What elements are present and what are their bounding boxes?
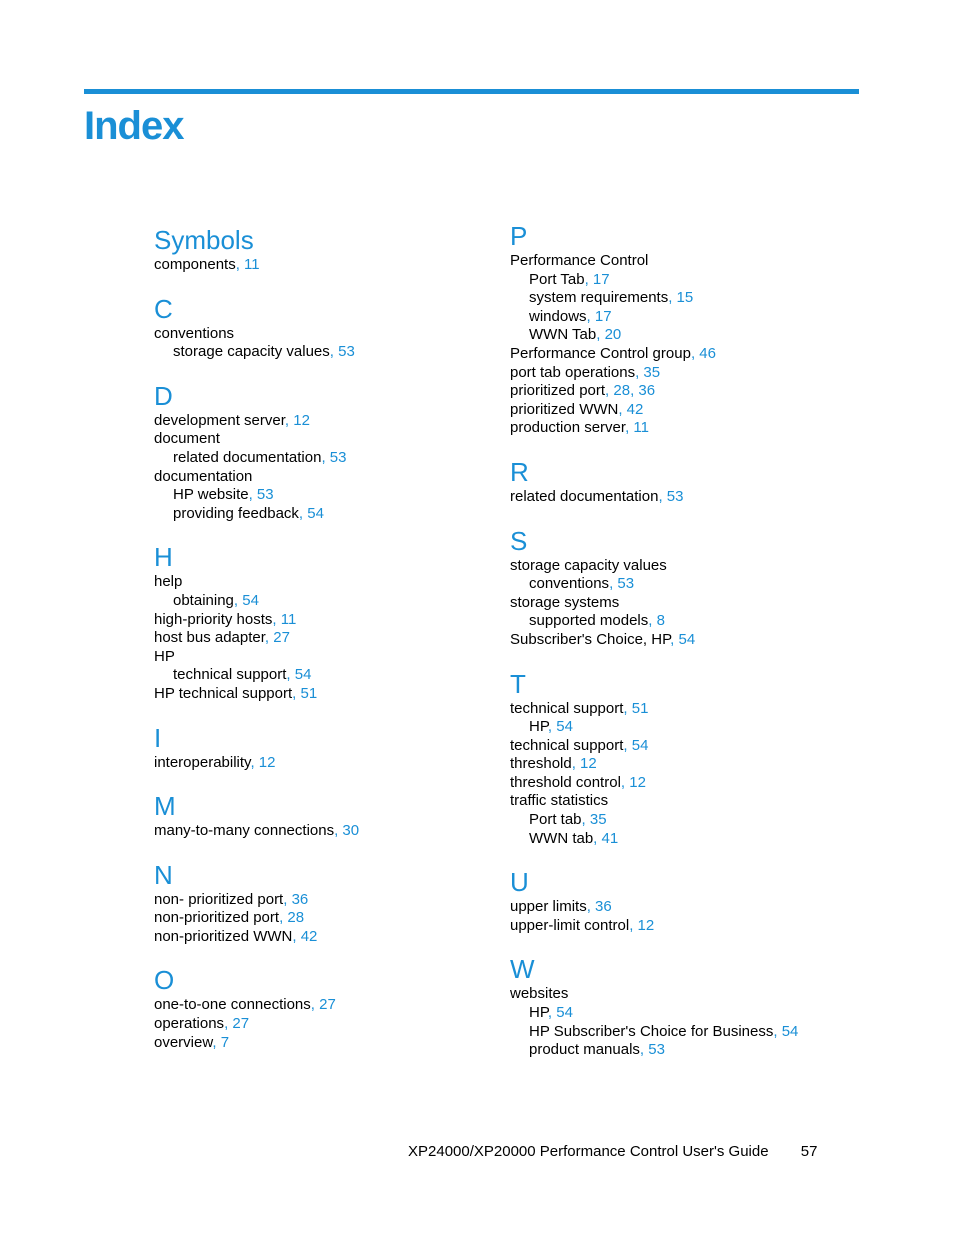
page-title: Index <box>84 104 184 148</box>
page-reference-link[interactable]: , 17 <box>586 307 612 325</box>
index-entry <box>510 774 840 793</box>
index-term: HP <box>529 1004 548 1022</box>
page-reference-link[interactable]: , 54 <box>233 591 259 609</box>
section-letter: Symbols <box>154 225 254 255</box>
page-reference-link[interactable]: , 53 <box>658 487 684 505</box>
index-subentry <box>510 830 840 849</box>
index-section <box>510 456 840 507</box>
index-entry <box>154 629 484 648</box>
page-reference-link[interactable]: , 54 <box>286 666 312 684</box>
section-letter: T <box>510 668 526 699</box>
index-subentry <box>510 1041 840 1060</box>
index-entry <box>154 573 484 592</box>
page-reference-link[interactable]: , 11 <box>625 419 649 437</box>
index-subentry <box>510 289 840 308</box>
index-subentry <box>154 486 484 505</box>
section-letter: W <box>510 954 535 985</box>
index-term: HP technical support <box>154 684 293 702</box>
index-term: HP Subscriber's Choice for Business <box>529 1022 774 1040</box>
index-term: providing feedback <box>173 504 299 522</box>
index-entry <box>510 252 840 271</box>
index-section <box>510 668 840 849</box>
page-reference-link[interactable]: , 53 <box>248 486 274 504</box>
section-letter: S <box>510 525 528 556</box>
page-reference-link[interactable]: , 30 <box>334 822 360 840</box>
page-reference-link[interactable]: , 53 <box>609 575 635 593</box>
index-column-right <box>510 220 840 1060</box>
index-entry <box>154 325 484 344</box>
index-subentry <box>510 308 840 327</box>
page-reference-link[interactable]: , 54 <box>623 736 649 754</box>
index-term: port tab operations <box>510 363 636 381</box>
index-subentry <box>510 575 840 594</box>
index-section <box>510 525 840 650</box>
index-term: windows <box>529 307 587 325</box>
index-entry <box>154 412 484 431</box>
index-entry <box>510 345 840 364</box>
index-subentry <box>510 718 840 737</box>
index-subentry <box>510 612 840 631</box>
index-entry <box>154 822 484 841</box>
index-term: documentation <box>154 467 253 485</box>
index-term: system requirements <box>529 289 669 307</box>
index-subentry <box>154 505 484 524</box>
index-term: high-priority hosts <box>154 610 273 628</box>
footer-guide-title: XP24000/XP20000 Performance Control User's Guide <box>408 1143 769 1160</box>
section-letter: D <box>154 380 173 411</box>
index-term: threshold <box>510 755 572 773</box>
index-term: traffic statistics <box>510 792 609 810</box>
index-entry <box>154 996 484 1015</box>
page-reference-link[interactable]: , 11 <box>272 610 297 628</box>
page-reference-link[interactable]: , 36 <box>586 898 612 916</box>
index-term: components <box>154 256 236 273</box>
index-entry <box>510 364 840 383</box>
page-reference-link[interactable]: , 54 <box>298 504 324 522</box>
index-term: prioritized port <box>510 382 606 400</box>
index-term: upper limits <box>510 898 587 916</box>
index-term: many-to-many connections <box>154 822 335 840</box>
index-section <box>510 866 840 935</box>
page-reference-link[interactable]: , 51 <box>623 699 649 717</box>
index-entry <box>154 1015 484 1034</box>
index-entry <box>510 755 840 774</box>
page-reference-link[interactable]: , 28, 36 <box>605 382 656 400</box>
index-section <box>154 964 484 1052</box>
page-reference-link[interactable]: , 46 <box>690 344 716 362</box>
page-reference-link[interactable]: , 53 <box>329 343 355 361</box>
page-reference-link[interactable]: , 41 <box>593 829 619 847</box>
section-letter: R <box>510 456 529 487</box>
page-reference-link[interactable]: , 42 <box>292 927 318 945</box>
page-reference-link[interactable]: , 7 <box>212 1033 230 1051</box>
page-footer <box>408 1142 817 1162</box>
index-term: related documentation <box>510 487 659 505</box>
index-entry <box>510 985 840 1004</box>
index-entry <box>510 401 840 420</box>
index-term: threshold control <box>510 773 621 791</box>
index-term: non-prioritized WWN <box>154 927 293 945</box>
page-reference-link[interactable]: , 28 <box>279 909 305 927</box>
index-entry <box>510 557 840 576</box>
page-reference-link[interactable]: , 12 <box>629 916 655 934</box>
index-term: technical support <box>510 699 624 717</box>
index-term: HP <box>529 718 548 736</box>
index-term: host bus adapter <box>154 629 265 647</box>
index-term: operations <box>154 1015 225 1033</box>
index-term: prioritized WWN <box>510 400 619 418</box>
page-reference-link[interactable]: , 27 <box>310 996 336 1014</box>
page-reference-link[interactable]: , 35 <box>635 363 661 381</box>
index-section <box>510 953 840 1059</box>
page-reference-link[interactable]: , 17 <box>584 270 610 288</box>
index-term: HP website <box>173 486 249 504</box>
index-term: product manuals <box>529 1041 640 1059</box>
index-column-left <box>154 224 484 1052</box>
page-reference-link[interactable]: , 8 <box>648 612 665 630</box>
index-term: conventions <box>529 575 610 593</box>
index-term: WWN tab <box>529 829 594 847</box>
index-section <box>154 224 484 275</box>
index-term: storage capacity values <box>510 556 667 574</box>
index-entry <box>154 1034 484 1053</box>
page-reference-link[interactable]: , 27 <box>224 1015 250 1033</box>
index-term: non- prioritized port <box>154 890 284 908</box>
index-section <box>154 722 484 773</box>
index-section <box>154 293 484 362</box>
index-term: HP <box>154 647 175 665</box>
index-section <box>154 859 484 947</box>
page-reference-link[interactable]: , 54 <box>547 718 573 736</box>
section-letter: N <box>154 859 173 890</box>
index-entry <box>510 419 840 438</box>
index-entry <box>154 648 484 667</box>
index-entry <box>154 430 484 449</box>
page-reference-link[interactable]: , 54 <box>547 1004 573 1022</box>
index-term: storage capacity values <box>173 343 330 361</box>
index-term: WWN Tab <box>529 326 597 344</box>
page-reference-link[interactable]: , 36 <box>283 890 309 908</box>
index-entry <box>510 737 840 756</box>
index-term: websites <box>510 985 569 1003</box>
page-reference-link[interactable]: , 12 <box>250 753 276 771</box>
index-subentry <box>154 449 484 468</box>
index-term: one-to-one connections <box>154 996 311 1014</box>
index-subentry <box>510 271 840 290</box>
index-term: supported models <box>529 612 649 630</box>
section-letter: P <box>510 221 528 251</box>
header-rule <box>84 89 859 94</box>
index-term: help <box>154 573 183 591</box>
index-term: upper-limit control <box>510 916 630 934</box>
index-subentry <box>154 592 484 611</box>
index-entry <box>510 700 840 719</box>
index-term: related documentation <box>173 448 322 466</box>
page-reference-link[interactable]: , 35 <box>581 811 607 829</box>
page-reference-link[interactable]: , 53 <box>639 1041 665 1059</box>
index-term: overview <box>154 1033 213 1051</box>
index-subentry <box>154 666 484 685</box>
index-term: storage systems <box>510 593 620 611</box>
section-letter: H <box>154 542 173 573</box>
index-term: Performance Control group <box>510 344 691 362</box>
index-subentry <box>510 1023 840 1042</box>
index-term: Port tab <box>529 811 582 829</box>
section-letter: U <box>510 867 529 898</box>
section-letter: M <box>154 791 176 822</box>
page-reference-link[interactable]: , 53 <box>321 448 347 466</box>
index-entry <box>510 631 840 650</box>
index-subentry <box>510 1004 840 1023</box>
page-reference-link[interactable]: , 27 <box>264 629 290 647</box>
index-entry <box>510 382 840 401</box>
index-section <box>154 541 484 703</box>
index-entry <box>510 488 840 507</box>
page-reference-link[interactable]: , 54 <box>773 1022 799 1040</box>
index-term: production server <box>510 419 626 437</box>
index-term: technical support <box>510 736 624 754</box>
index-entry <box>154 754 484 773</box>
page-reference-link[interactable]: , 54 <box>670 630 696 648</box>
index-entry <box>154 256 484 275</box>
section-letter: C <box>154 293 173 324</box>
section-letter: I <box>154 722 162 753</box>
page-reference-link[interactable]: , 12 <box>620 773 646 791</box>
index-entry <box>510 917 840 936</box>
index-term: development server <box>154 411 285 429</box>
index-term: Port Tab <box>529 270 585 288</box>
index-term: Subscriber's Choice, HP <box>510 630 671 648</box>
index-term: Performance Control <box>510 252 649 269</box>
index-subentry <box>154 343 484 362</box>
page-reference-link[interactable]: , 12 <box>571 755 597 773</box>
index-section <box>510 220 840 438</box>
index-term: document <box>154 430 220 448</box>
index-subentry <box>510 811 840 830</box>
index-entry <box>154 468 484 487</box>
index-entry <box>510 594 840 613</box>
index-entry <box>154 685 484 704</box>
page-reference-link[interactable]: , 12 <box>284 411 310 429</box>
index-entry <box>154 909 484 928</box>
index-section <box>154 380 484 524</box>
page-reference-link[interactable]: , 51 <box>292 684 318 702</box>
index-entry <box>510 792 840 811</box>
index-term: non-prioritized port <box>154 909 280 927</box>
index-entry <box>154 611 484 630</box>
index-term: obtaining <box>173 591 234 609</box>
index-section <box>154 790 484 841</box>
index-subentry <box>510 326 840 345</box>
index-entry <box>154 891 484 910</box>
page-reference-link[interactable]: , 42 <box>618 400 644 418</box>
footer-page-number: 57 <box>800 1143 818 1160</box>
index-entry <box>154 928 484 947</box>
page-reference-link[interactable]: , 20 <box>596 326 622 344</box>
index-term: interoperability <box>154 753 251 771</box>
index-term: technical support <box>173 666 287 684</box>
index-entry <box>510 898 840 917</box>
page-reference-link[interactable]: , 15 <box>668 289 694 307</box>
section-letter: O <box>154 965 175 996</box>
page-reference-link[interactable]: , 11 <box>235 256 260 273</box>
index-term: conventions <box>154 324 235 342</box>
